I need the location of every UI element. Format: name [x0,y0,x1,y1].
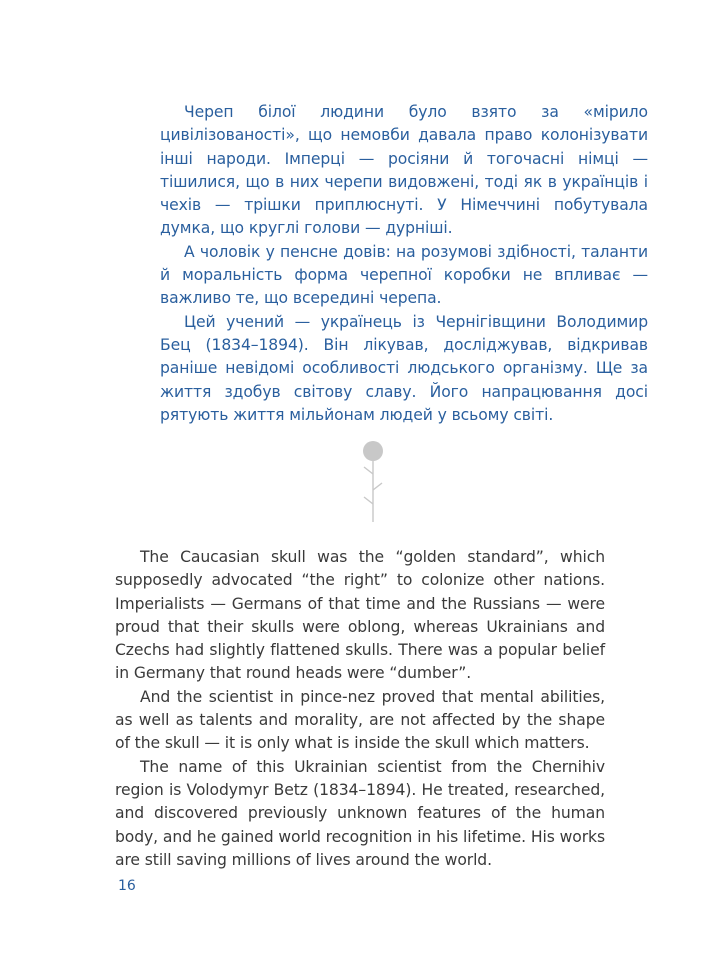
english-paragraph-1: The Caucasian skull was the “golden standard”, which supposedly advocated “the right” to colonize other nations. Imperialists — Germans of that time and the Russians — were proud that their skulls were oblong, whereas Ukrainians and Czechs had slightly flattened skulls. There was a popular belief in Germany that round heads were “dumber”. [115,548,605,683]
ukrainian-paragraph-3: Цей учений — українець із Чернігівщини Володимир Бец (1834–1894). Він лікував, досліджував, відкривав раніше невідомі особливості людського організму. Ще за життя здобув світову славу. Його напрацювання досі рятують життя мільйонам людей у всьому світі. [160,312,648,424]
english-text-block [115,546,605,872]
ukrainian-paragraph-2: А чоловік у пенсне довів: на розумові здібності, таланти й моральність форма черепної коробки не впливає — важливо те, що всередині черепа. [160,242,648,308]
ukrainian-text-block [160,101,648,427]
english-paragraph-3: The name of this Ukrainian scientist from the Chernihiv region is Volodymyr Betz (1834–1894). He treated, researched, and discovered previously unknown features of the human body, and he gained world recognition in his lifetime. His works are still saving millions of lives around the world. [115,757,605,869]
page-number: 16 [118,878,136,894]
english-paragraph-2: And the scientist in pince-nez proved that mental abilities, as well as talents and morality, are not affected by the shape of the skull — it is only what is inside the skull which matters. [115,687,605,753]
ukrainian-paragraph-1: Череп білої людини було взято за «мірило цивілізованості», що немовби давала право колонізувати інші народи. Імперці — росіяни й тогочасні німці — тішилися, що в них черепи видовжені, тоді як в українців і чехів — трішки приплюснуті. У Німеччині побутувала думка, що круглі голови — дурніші. [160,103,648,238]
flower-stem-ornament-icon [355,440,395,522]
